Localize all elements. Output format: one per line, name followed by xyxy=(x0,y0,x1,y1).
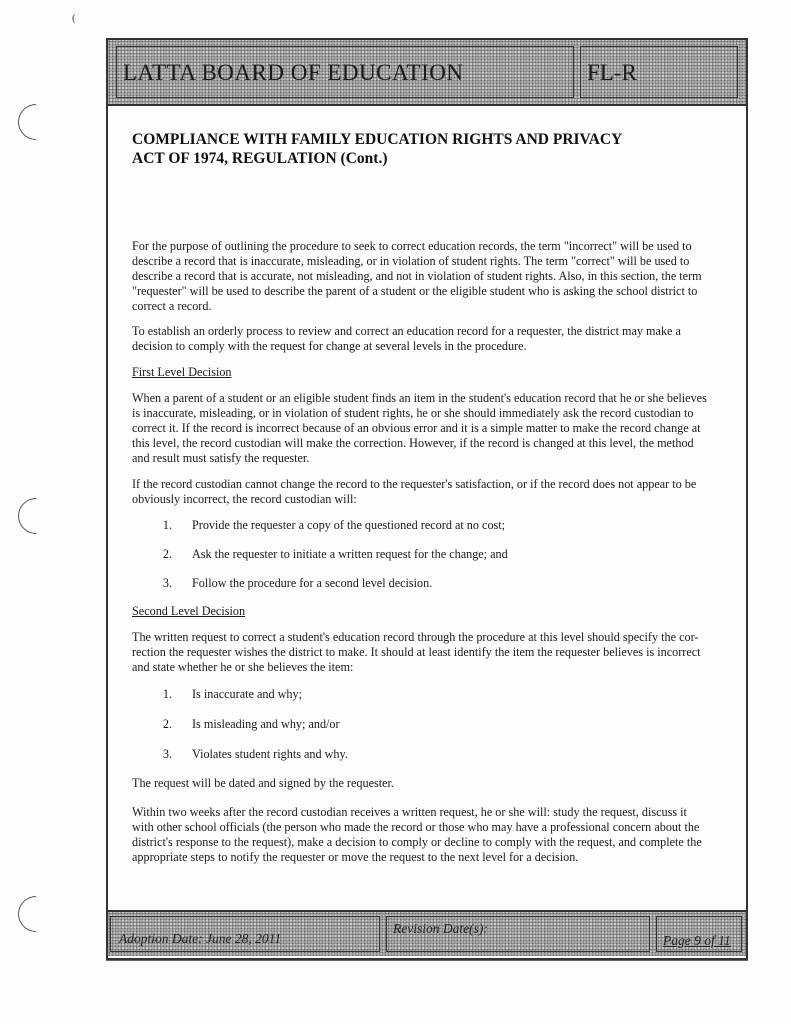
intro-paragraph: For the purpose of outlining the procedure to seek to correct education records, the term "incorrect" will be used to describe a record that is inaccurate, misleading, or in violation of student rights. The term "correct" will be used to describe a record that is accurate, not misleading, and not in violation of student rights. Also, in this section, the term "requester" will be used to describe the parent of a student or the eligible student who is asking the school district to correct a record. xyxy=(132,239,702,313)
first-level-heading: First Level Decision xyxy=(132,365,232,379)
page-number: Page 9 of 11 xyxy=(656,916,742,952)
second-level-heading: Second Level Decision xyxy=(132,604,246,618)
document-body xyxy=(132,130,732,865)
footer-bar xyxy=(108,910,746,956)
header-bar xyxy=(108,40,746,106)
list-number: 3. xyxy=(162,747,172,761)
first-level-paragraph: When a parent of a student or an eligible student finds an item in the student's education record that he or she believes is inaccurate, misleading, or in violation of student rights, he or she should immediately ask the record custodian to correct it. If the record is incorrect because of an obvious error and it is a simple matter to make the record change at this level, the record custodian will make the correction. However, if the record is changed at this level, the method and result must satisfy the requester. xyxy=(132,391,707,465)
board-title: LATTA BOARD OF EDUCATION xyxy=(116,46,574,98)
list-number: 2. xyxy=(162,547,172,561)
list-number: 1. xyxy=(162,518,172,532)
custodian-paragraph: If the record custodian cannot change the record to the requester's satisfaction, or if the record does not appear to be obviously incorrect, the record custodian will: xyxy=(132,477,697,506)
corner-mark: ( xyxy=(72,12,76,24)
list-item xyxy=(132,547,732,562)
within-paragraph: Within two weeks after the record custodian receives a written request, he or she will: study the request, discuss it with other school officials (the person who made the record or those who may have a professional concern about the district's response to the request), make a decision to comply or decline to comply with the request, and complete the appropriate steps to notify the requester or move the request to the next level for a decision. xyxy=(132,805,702,864)
second-level-paragraph: The written request to correct a student's education record through the procedure at this level should specify the cor- rection the requester wishes the district to make. It should at least identify the item the requester believes is incorrect and state whether he or she believes the item: xyxy=(132,630,701,674)
list-text: Is misleading and why; and/or xyxy=(192,717,340,731)
list-item xyxy=(132,687,732,702)
policy-code: FL-R xyxy=(580,46,738,98)
punch-hole-top xyxy=(11,97,62,148)
list-text: Ask the requester to initiate a written request for the change; and xyxy=(192,547,508,561)
list-item xyxy=(132,518,732,533)
adoption-date: Adoption Date: June 28, 2011 xyxy=(110,916,380,952)
list-text: Violates student rights and why. xyxy=(192,747,348,761)
bottom-rule xyxy=(106,960,748,961)
list-text: Provide the requester a copy of the questioned record at no cost; xyxy=(192,518,506,532)
list-text: Is inaccurate and why; xyxy=(192,687,302,701)
list-item xyxy=(132,717,732,732)
process-paragraph: To establish an orderly process to review and correct an education record for a requester, the district may make a decision to comply with the request for change at several levels in the procedure. xyxy=(132,324,681,353)
list-number: 1. xyxy=(162,687,172,701)
list-text: Follow the procedure for a second level decision. xyxy=(192,576,433,590)
list-item xyxy=(132,576,732,591)
punch-hole-bottom xyxy=(11,889,62,940)
list-number: 2. xyxy=(162,717,172,731)
punch-hole-middle xyxy=(11,491,62,542)
revision-dates: Revision Date(s): xyxy=(386,916,650,952)
list-item xyxy=(132,747,732,762)
document-title: COMPLIANCE WITH FAMILY EDUCATION RIGHTS AND PRIVACY ACT OF 1974, REGULATION (Cont.) xyxy=(132,131,623,167)
dated-paragraph: The request will be dated and signed by the requester. xyxy=(132,776,394,790)
list-number: 3. xyxy=(162,576,172,590)
